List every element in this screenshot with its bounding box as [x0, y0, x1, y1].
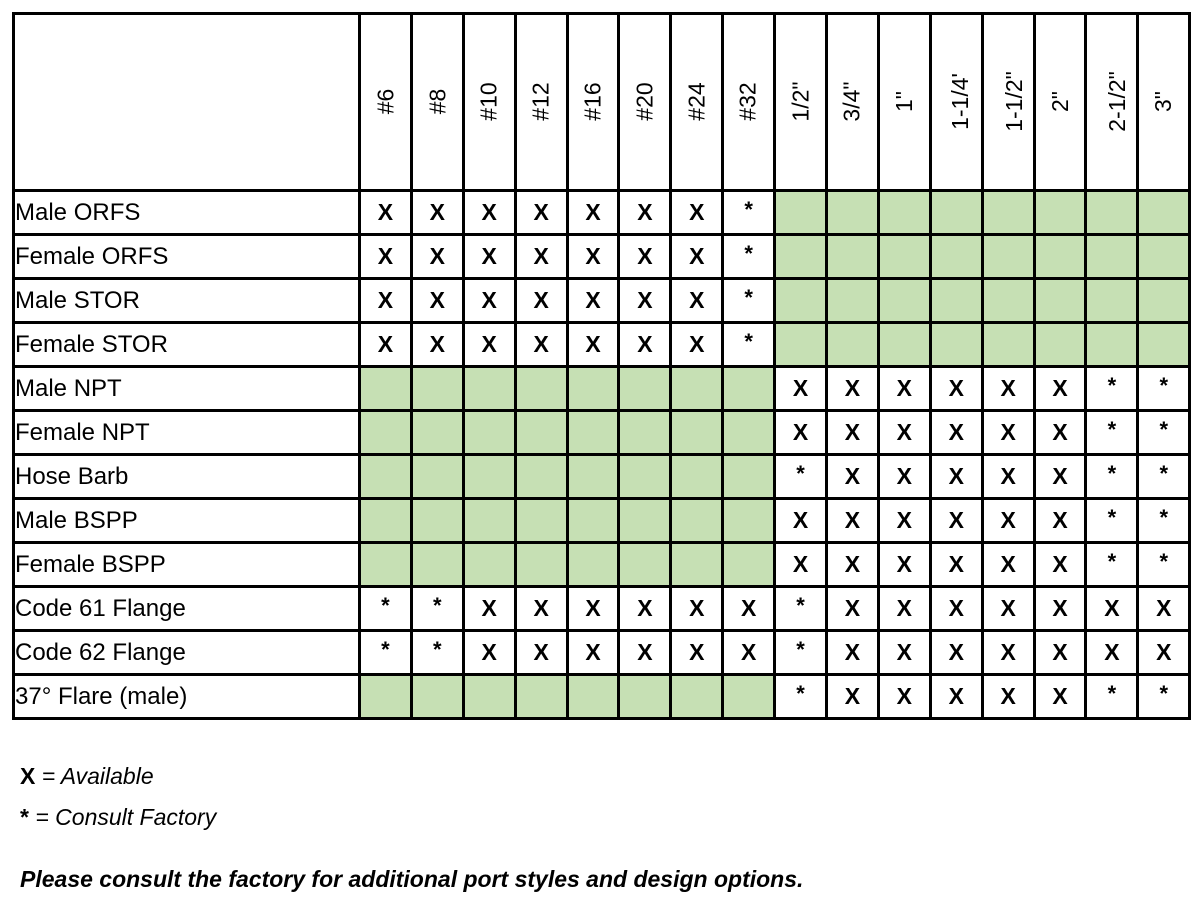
available-cell: X	[723, 587, 775, 631]
size-header	[1138, 14, 1190, 191]
unavailable-cell	[567, 499, 619, 543]
available-cell: X	[567, 191, 619, 235]
unavailable-cell	[1034, 323, 1086, 367]
unavailable-cell	[619, 543, 671, 587]
unavailable-cell	[1138, 235, 1190, 279]
unavailable-cell	[567, 455, 619, 499]
header-row	[14, 14, 1190, 191]
available-cell: X	[515, 323, 567, 367]
available-cell: X	[827, 675, 879, 719]
port-style-label: Female ORFS	[14, 235, 360, 279]
consult-factory-cell: *	[411, 587, 463, 631]
available-cell: X	[463, 587, 515, 631]
unavailable-cell	[982, 279, 1034, 323]
available-cell: X	[619, 323, 671, 367]
size-header	[619, 14, 671, 191]
unavailable-cell	[619, 411, 671, 455]
table-row	[14, 543, 1190, 587]
unavailable-cell	[411, 455, 463, 499]
consult-factory-cell: *	[723, 191, 775, 235]
available-cell: X	[982, 675, 1034, 719]
size-header-label: 1-1/4'	[946, 73, 973, 130]
unavailable-cell	[619, 499, 671, 543]
unavailable-cell	[1138, 323, 1190, 367]
available-cell: X	[1034, 499, 1086, 543]
available-cell: X	[878, 411, 930, 455]
available-cell: X	[1034, 587, 1086, 631]
size-header-label: #8	[423, 88, 450, 115]
size-header-label: 3/4"	[838, 81, 865, 122]
unavailable-cell	[463, 367, 515, 411]
unavailable-cell	[1086, 323, 1138, 367]
port-style-label: Female BSPP	[14, 543, 360, 587]
size-header	[463, 14, 515, 191]
table-body	[14, 191, 1190, 719]
unavailable-cell	[982, 235, 1034, 279]
available-cell: X	[982, 367, 1034, 411]
consult-factory-cell: *	[1138, 543, 1190, 587]
size-header	[878, 14, 930, 191]
consult-factory-cell: *	[1086, 675, 1138, 719]
unavailable-cell	[463, 411, 515, 455]
unavailable-cell	[827, 323, 879, 367]
available-cell: X	[930, 631, 982, 675]
available-cell: X	[567, 279, 619, 323]
port-style-label: Male NPT	[14, 367, 360, 411]
consult-factory-cell: *	[1138, 675, 1190, 719]
unavailable-cell	[463, 455, 515, 499]
unavailable-cell	[930, 323, 982, 367]
consult-factory-cell: *	[1138, 411, 1190, 455]
consult-factory-cell: *	[360, 631, 412, 675]
unavailable-cell	[515, 455, 567, 499]
unavailable-cell	[1034, 279, 1086, 323]
available-cell: X	[982, 587, 1034, 631]
consult-factory-cell: *	[1086, 455, 1138, 499]
unavailable-cell	[515, 411, 567, 455]
unavailable-cell	[1034, 235, 1086, 279]
available-cell: X	[827, 367, 879, 411]
available-cell: X	[878, 675, 930, 719]
available-cell: X	[567, 323, 619, 367]
available-cell: X	[411, 279, 463, 323]
available-cell: X	[1086, 587, 1138, 631]
table-row	[14, 323, 1190, 367]
unavailable-cell	[619, 367, 671, 411]
unavailable-cell	[930, 235, 982, 279]
available-cell: X	[1086, 631, 1138, 675]
size-header	[1034, 14, 1086, 191]
unavailable-cell	[775, 191, 827, 235]
available-cell: X	[930, 499, 982, 543]
consult-factory-cell: *	[360, 587, 412, 631]
unavailable-cell	[1138, 279, 1190, 323]
unavailable-cell	[360, 499, 412, 543]
available-cell: X	[463, 279, 515, 323]
available-cell: X	[827, 587, 879, 631]
port-style-label: Male BSPP	[14, 499, 360, 543]
port-style-label: Female STOR	[14, 323, 360, 367]
size-header	[775, 14, 827, 191]
consult-factory-cell: *	[1138, 367, 1190, 411]
available-cell: X	[1034, 411, 1086, 455]
available-cell: X	[982, 631, 1034, 675]
size-header	[671, 14, 723, 191]
port-style-label: Code 61 Flange	[14, 587, 360, 631]
available-cell: X	[930, 675, 982, 719]
unavailable-cell	[671, 543, 723, 587]
unavailable-cell	[463, 543, 515, 587]
unavailable-cell	[775, 235, 827, 279]
unavailable-cell	[878, 323, 930, 367]
size-header-label: 1-1/2"	[1000, 71, 1027, 132]
available-cell: X	[1138, 587, 1190, 631]
unavailable-cell	[930, 279, 982, 323]
size-header-label: 3"	[1150, 91, 1177, 112]
available-cell: X	[360, 279, 412, 323]
available-cell: X	[827, 499, 879, 543]
size-header-label: 2-1/2"	[1104, 71, 1131, 132]
consult-factory-cell: *	[723, 323, 775, 367]
size-header-label: #20	[631, 82, 658, 121]
unavailable-cell	[411, 411, 463, 455]
size-header-label: #6	[371, 88, 398, 115]
available-cell: X	[567, 235, 619, 279]
available-cell: X	[671, 191, 723, 235]
unavailable-cell	[567, 675, 619, 719]
unavailable-cell	[360, 543, 412, 587]
unavailable-cell	[671, 367, 723, 411]
unavailable-cell	[463, 499, 515, 543]
table-row	[14, 499, 1190, 543]
unavailable-cell	[567, 367, 619, 411]
unavailable-cell	[1086, 279, 1138, 323]
available-cell: X	[1034, 455, 1086, 499]
consult-factory-cell: *	[1138, 455, 1190, 499]
available-cell: X	[411, 323, 463, 367]
available-cell: X	[878, 631, 930, 675]
legend-available	[20, 763, 154, 790]
available-cell: X	[463, 631, 515, 675]
table-row	[14, 235, 1190, 279]
unavailable-cell	[567, 543, 619, 587]
consult-factory-cell: *	[1086, 411, 1138, 455]
unavailable-cell	[878, 279, 930, 323]
table-row	[14, 367, 1190, 411]
available-cell: X	[723, 631, 775, 675]
available-cell: X	[1034, 543, 1086, 587]
available-cell: X	[411, 191, 463, 235]
available-cell: X	[463, 235, 515, 279]
available-cell: X	[463, 323, 515, 367]
unavailable-cell	[515, 675, 567, 719]
size-header	[930, 14, 982, 191]
port-style-label: Male STOR	[14, 279, 360, 323]
legend-consult	[20, 804, 216, 831]
available-cell: X	[619, 279, 671, 323]
available-cell: X	[671, 323, 723, 367]
available-cell: X	[878, 543, 930, 587]
unavailable-cell	[723, 455, 775, 499]
port-style-label: Hose Barb	[14, 455, 360, 499]
port-style-label: Code 62 Flange	[14, 631, 360, 675]
available-cell: X	[671, 279, 723, 323]
available-cell: X	[775, 543, 827, 587]
unavailable-cell	[827, 235, 879, 279]
size-header	[411, 14, 463, 191]
consult-factory-cell: *	[1086, 367, 1138, 411]
unavailable-cell	[930, 191, 982, 235]
available-cell: X	[360, 323, 412, 367]
unavailable-cell	[723, 543, 775, 587]
available-cell: X	[515, 235, 567, 279]
unavailable-cell	[1138, 191, 1190, 235]
available-cell: X	[619, 631, 671, 675]
unavailable-cell	[775, 323, 827, 367]
available-cell: X	[463, 191, 515, 235]
size-header	[723, 14, 775, 191]
available-cell: X	[827, 543, 879, 587]
size-header-label: #16	[579, 82, 606, 121]
consult-factory-cell: *	[775, 675, 827, 719]
consult-factory-cell: *	[775, 631, 827, 675]
available-cell: X	[619, 587, 671, 631]
available-cell: X	[1034, 675, 1086, 719]
available-cell: X	[982, 455, 1034, 499]
unavailable-cell	[567, 411, 619, 455]
size-header-label: #10	[475, 82, 502, 121]
size-header	[982, 14, 1034, 191]
consult-factory-cell: *	[411, 631, 463, 675]
unavailable-cell	[411, 499, 463, 543]
available-cell: X	[878, 587, 930, 631]
unavailable-cell	[360, 367, 412, 411]
available-cell: X	[567, 587, 619, 631]
available-cell: X	[1034, 631, 1086, 675]
available-cell: X	[1034, 367, 1086, 411]
available-cell: X	[982, 543, 1034, 587]
available-cell: X	[515, 587, 567, 631]
unavailable-cell	[360, 411, 412, 455]
unavailable-cell	[827, 191, 879, 235]
unavailable-cell	[671, 499, 723, 543]
legend-star-symbol: *	[20, 804, 29, 830]
unavailable-cell	[723, 367, 775, 411]
unavailable-cell	[360, 675, 412, 719]
size-header-label: 2"	[1046, 91, 1073, 112]
legend-x-text: = Available	[35, 763, 154, 789]
available-cell: X	[567, 631, 619, 675]
available-cell: X	[775, 367, 827, 411]
available-cell: X	[411, 235, 463, 279]
legend-star-text: = Consult Factory	[28, 804, 217, 830]
available-cell: X	[930, 543, 982, 587]
footnote: Please consult the factory for additional port styles and design options.	[20, 866, 804, 892]
size-header-label: #12	[527, 82, 554, 121]
table-row	[14, 455, 1190, 499]
available-cell: X	[360, 191, 412, 235]
unavailable-cell	[1086, 191, 1138, 235]
port-style-label: Female NPT	[14, 411, 360, 455]
consult-factory-cell: *	[1138, 499, 1190, 543]
available-cell: X	[671, 235, 723, 279]
table-row	[14, 675, 1190, 719]
size-header	[515, 14, 567, 191]
table-row	[14, 191, 1190, 235]
available-cell: X	[878, 367, 930, 411]
available-cell: X	[619, 191, 671, 235]
unavailable-cell	[671, 675, 723, 719]
unavailable-cell	[515, 543, 567, 587]
unavailable-cell	[1034, 191, 1086, 235]
unavailable-cell	[982, 323, 1034, 367]
consult-factory-cell: *	[1086, 499, 1138, 543]
unavailable-cell	[411, 543, 463, 587]
available-cell: X	[827, 455, 879, 499]
unavailable-cell	[723, 411, 775, 455]
available-cell: X	[619, 235, 671, 279]
consult-factory-cell: *	[723, 279, 775, 323]
unavailable-cell	[775, 279, 827, 323]
unavailable-cell	[671, 455, 723, 499]
unavailable-cell	[411, 675, 463, 719]
port-style-label: Male ORFS	[14, 191, 360, 235]
legend-x-symbol: X	[20, 763, 36, 789]
table-row	[14, 631, 1190, 675]
size-header	[360, 14, 412, 191]
size-header-label: 1/2"	[787, 81, 814, 122]
unavailable-cell	[671, 411, 723, 455]
available-cell: X	[775, 499, 827, 543]
available-cell: X	[930, 587, 982, 631]
available-cell: X	[515, 279, 567, 323]
unavailable-cell	[723, 675, 775, 719]
available-cell: X	[878, 455, 930, 499]
available-cell: X	[930, 367, 982, 411]
table-row	[14, 411, 1190, 455]
unavailable-cell	[827, 279, 879, 323]
unavailable-cell	[619, 455, 671, 499]
available-cell: X	[930, 411, 982, 455]
unavailable-cell	[982, 191, 1034, 235]
table-row	[14, 279, 1190, 323]
available-cell: X	[827, 411, 879, 455]
unavailable-cell	[723, 499, 775, 543]
size-header	[1086, 14, 1138, 191]
corner-cell	[14, 14, 360, 191]
unavailable-cell	[515, 367, 567, 411]
available-cell: X	[930, 455, 982, 499]
size-header	[827, 14, 879, 191]
unavailable-cell	[878, 235, 930, 279]
unavailable-cell	[878, 191, 930, 235]
size-header-label: #32	[735, 82, 762, 121]
available-cell: X	[775, 411, 827, 455]
table-row	[14, 587, 1190, 631]
available-cell: X	[827, 631, 879, 675]
available-cell: X	[982, 499, 1034, 543]
available-cell: X	[1138, 631, 1190, 675]
unavailable-cell	[619, 675, 671, 719]
unavailable-cell	[515, 499, 567, 543]
size-header-label: #24	[683, 82, 710, 121]
consult-factory-cell: *	[775, 587, 827, 631]
available-cell: X	[515, 631, 567, 675]
size-header	[567, 14, 619, 191]
available-cell: X	[671, 631, 723, 675]
available-cell: X	[982, 411, 1034, 455]
consult-factory-cell: *	[723, 235, 775, 279]
size-header-label: 1"	[890, 91, 917, 112]
available-cell: X	[360, 235, 412, 279]
unavailable-cell	[360, 455, 412, 499]
consult-factory-cell: *	[1086, 543, 1138, 587]
unavailable-cell	[463, 675, 515, 719]
available-cell: X	[878, 499, 930, 543]
consult-factory-cell: *	[775, 455, 827, 499]
unavailable-cell	[1086, 235, 1138, 279]
compatibility-table	[12, 12, 1191, 720]
available-cell: X	[671, 587, 723, 631]
unavailable-cell	[411, 367, 463, 411]
port-style-label: 37° Flare (male)	[14, 675, 360, 719]
available-cell: X	[515, 191, 567, 235]
